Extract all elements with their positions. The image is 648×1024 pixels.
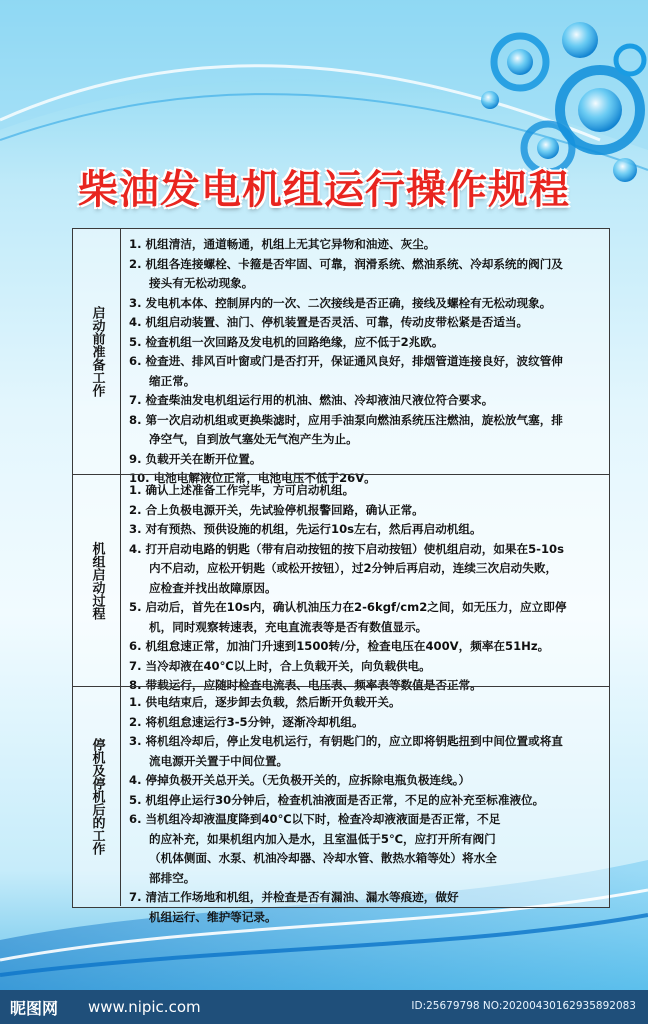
procedure-line: 7. 当冷却液在40℃以上时，合上负载开关，向负载供电。 [129,658,431,673]
section-shutdown [73,686,609,924]
procedure-line: 5. 检查机组一次回路及发电机的回路绝缘，应不低于2兆欧。 [129,334,444,349]
section-body [129,235,601,489]
procedure-line: 4. 打开启动电路的钥匙（带有启动按钮的按下启动按钮）使机组启动，如果在5-10s [129,541,565,556]
site-url: www.nipic.com [88,998,201,1016]
watermark-footer [0,990,648,1024]
procedure-line: 5. 启动后，首先在10s内，确认机油压力在2-6kgf/cm2之间，如无压力，应立即停 [129,600,567,614]
procedure-line: 6. 机组怠速正常，加油门升速到1500转/分，检查电压在400V，频率在51Hz。 [129,639,550,653]
procedure-line: 缩正常。 [149,373,196,388]
procedure-line: 9. 负载开关在断开位置。 [129,451,262,466]
procedure-line: 7. 检查柴油发电机组运行用的机油、燃油、冷却液油尺液位符合要求。 [129,393,494,407]
section-heading-cell [73,687,121,906]
procedure-line: 6. 检查进、排风百叶窗或门是否打开，保证通风良好，排烟管道连接良好，波纹管伸 [129,354,563,368]
section-body [129,693,601,927]
procedure-line: 应检查并找出故障原因。 [149,580,277,595]
image-id: ID:25679798 NO:20200430162935892083 [411,1000,636,1012]
procedure-line: 4. 停掉负极开关总开关。（无负极开关的，应拆除电瓶负极连线。） [129,773,471,787]
section-heading: 机组启动过程 [89,541,105,620]
section-heading-cell [73,229,121,474]
procedure-line: 的应补充，如果机组内加入是水，且室温低于5℃，应打开所有阀门 [149,831,496,846]
section-heading: 启动前准备工作 [89,306,105,397]
procedure-line: 2. 合上负极电源开关，先试验停机报警回路，确认正常。 [129,502,424,517]
procedure-line: 8. 第一次启动机组或更换柴滤时，应用手油泵向燃油系统压注燃油，旋松放气塞，排 [129,412,563,427]
section-body [129,481,601,696]
procedure-line: 机，同时观察转速表，充电直流表等是否有数值显示。 [149,619,428,634]
procedure-line: 接头有无松动现象。 [149,276,254,290]
procedure-line: 3. 发电机本体、控制屏内的一次、二次接线是否正确，接线及螺栓有无松动现象。 [129,295,552,310]
procedure-line: 3. 将机组冷却后，停止发电机运行，有钥匙门的，应立即将钥匙扭到中间位置或将直 [129,734,563,748]
procedure-line: 流电源开关置于中间位置。 [149,753,289,768]
procedure-line: （机体侧面、水泵、机油冷却器、冷却水管、散热水箱等处）将水全 [149,851,497,865]
page-title: 柴油发电机组运行操作规程 [78,167,570,213]
procedure-line: 10. 电池电解液位正常，电池电压不低于26V。 [129,471,376,485]
procedure-line: 3. 对有预热、预供设施的机组，先运行10s左右，然后再启动机组。 [129,522,482,536]
procedure-line: 1. 确认上述准备工作完毕，方可启动机组。 [129,483,355,497]
procedure-line: 机组运行、维护等记录。 [149,909,277,924]
section-pre-start [73,229,609,485]
procedure-line: 内不启动，应松开钥匙（或松开按钮），过2分钟后再启动，连续三次启动失败， [149,561,558,575]
procedure-line: 1. 机组清洁，通道畅通，机组上无其它异物和油迹、灰尘。 [129,237,436,251]
procedure-line: 2. 将机组怠速运行3-5分钟，逐渐冷却机组。 [129,714,364,729]
procedure-line: 4. 机组启动装置、油门、停机装置是否灵活、可靠，传动皮带松紧是否适当。 [129,315,529,329]
site-logo: 昵图网 [10,999,59,1018]
procedure-line: 7. 清洁工作场地和机组，并检查是否有漏油、漏水等痕迹，做好 [129,890,459,904]
section-startup [73,474,609,692]
procedure-line: 5. 机组停止运行30分钟后，检查机油液面是否正常，不足的应补充至标准液位。 [129,792,545,807]
procedure-line: 部排空。 [149,870,196,885]
procedure-line: 8. 带载运行，应随时检查电流表、电压表、频率表等数值是否正常。 [129,678,482,692]
section-heading-cell [73,475,121,686]
procedure-line: 6. 当机组冷却液温度降到40℃以下时，检查冷却液液面是否正常，不足 [129,812,501,826]
procedure-table [72,228,610,924]
procedure-line: 1. 供电结束后，逐步卸去负载，然后断开负载开关。 [129,695,401,709]
procedure-line: 净空气，自到放气塞处无气泡产生为止。 [149,432,358,446]
section-heading: 停机及停机后的工作 [89,738,105,855]
procedure-line: 2. 机组各连接螺栓、卡箍是否牢固、可靠，润滑系统、燃油系统、冷却系统的阀门及 [129,256,563,271]
